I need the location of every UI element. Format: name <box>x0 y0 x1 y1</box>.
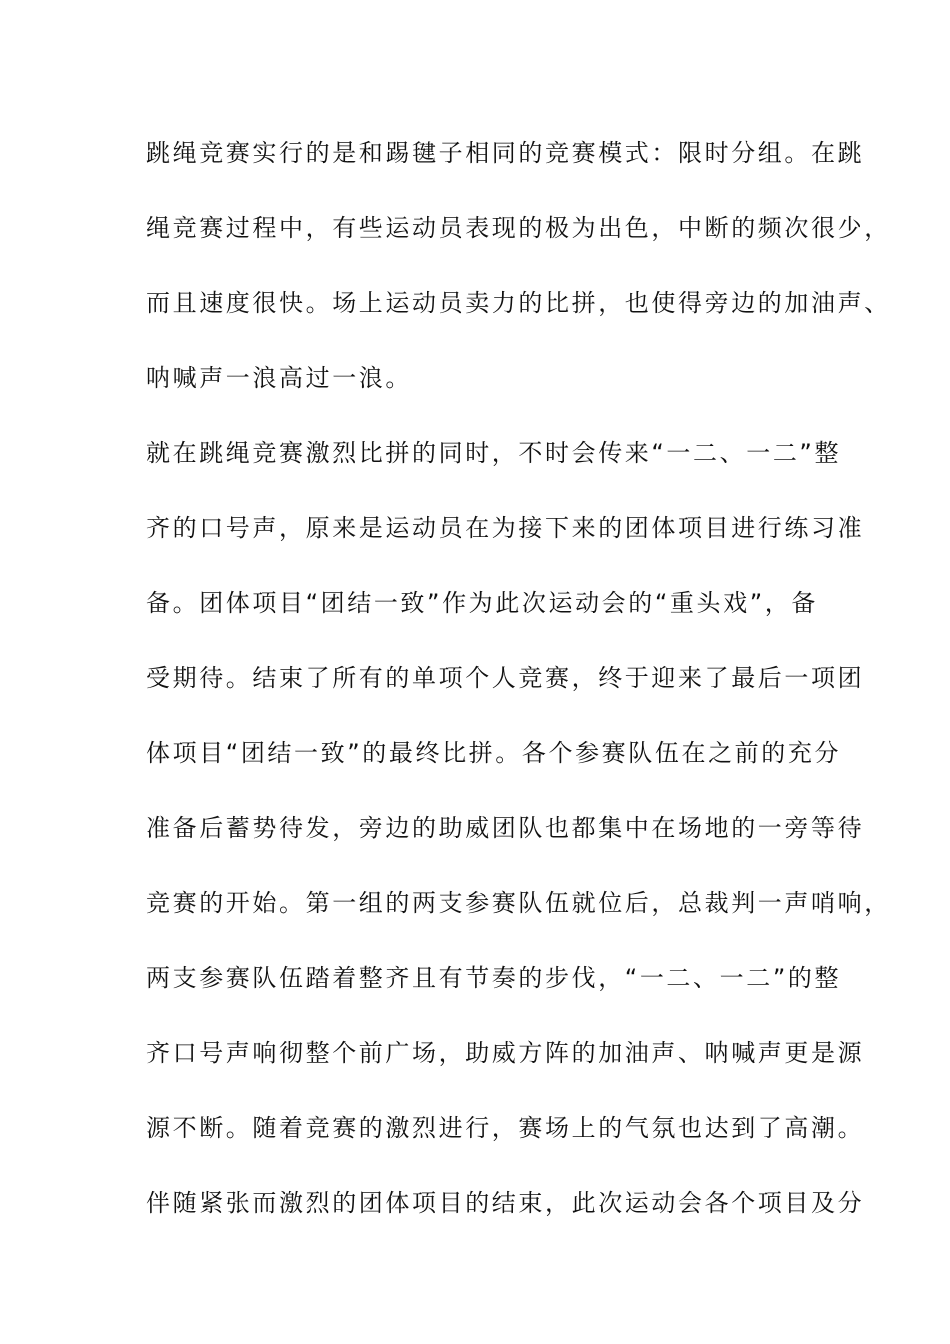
text-line: 齐口号声响彻整个前广场，助威方阵的加油声、呐喊声更是源 <box>146 1039 865 1067</box>
text-line: 源不断。随着竞赛的激烈进行，赛场上的气氛也达到了高潮。 <box>146 1114 865 1142</box>
text-line: 绳竞赛过程中，有些运动员表现的极为出色，中断的频次很少， <box>146 214 891 242</box>
text-line: 就在跳绳竞赛激烈比拼的同时，不时会传来“一二、一二”整 <box>146 439 842 467</box>
text-line: 受期待。结束了所有的单项个人竞赛，终于迎来了最后一项团 <box>146 664 865 692</box>
text-line: 竞赛的开始。第一组的两支参赛队伍就位后，总裁判一声哨响， <box>146 889 891 917</box>
text-line: 备。团体项目“团结一致”作为此次运动会的“重头戏”，备 <box>146 589 818 617</box>
text-line: 伴随紧张而激烈的团体项目的结束，此次运动会各个项目及分 <box>146 1189 865 1217</box>
text-line: 准备后蓄势待发，旁边的助威团队也都集中在场地的一旁等待 <box>146 814 865 842</box>
text-line: 体项目“团结一致”的最终比拼。各个参赛队伍在之前的充分 <box>146 739 842 767</box>
text-line: 两支参赛队伍踏着整齐且有节奏的步伐，“一二、一二”的整 <box>146 964 842 992</box>
text-line: 而且速度很快。场上运动员卖力的比拼，也使得旁边的加油声、 <box>146 289 891 317</box>
text-line: 跳绳竞赛实行的是和踢毽子相同的竞赛模式：限时分组。在跳 <box>146 139 865 167</box>
text-line: 呐喊声一浪高过一浪。 <box>146 364 412 392</box>
body-text <box>146 128 891 1253</box>
text-line: 齐的口号声，原来是运动员在为接下来的团体项目进行练习准 <box>146 514 865 542</box>
